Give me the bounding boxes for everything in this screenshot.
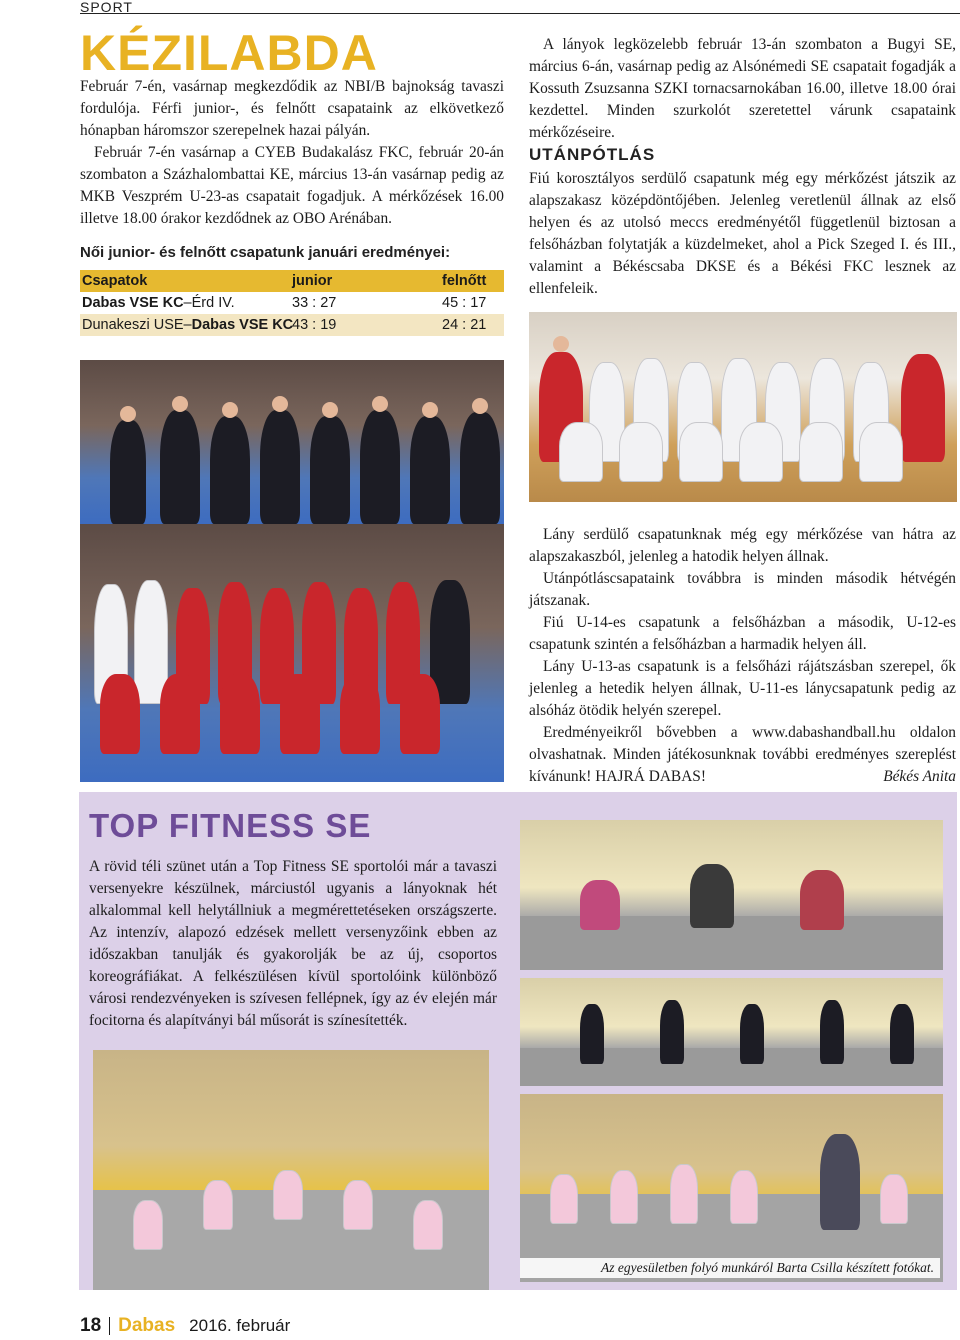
kezilabda-paragraph-2: Február 7-én vasárnap a CYEB Budakalász FKC, február 20-án szombaton a Százhalombattai KE, március 13-án vasárnap pedig az MKB Veszprém U-23-as csapatait fogadjuk. A mérkőzések 16.00 illetve 18.00 órakor kezdődnek az OBO Arénában. <box>80 144 504 227</box>
footer-divider <box>109 1317 110 1335</box>
utanpotlas-column-bottom <box>529 524 956 788</box>
header-junior: junior <box>292 273 333 289</box>
article-title-top-fitness: TOP FITNESS SE <box>89 807 372 844</box>
table-cell-felnott: 24 : 21 <box>442 317 487 333</box>
kezilabda-paragraph-5: Lány serdülő csapatunknak még egy mérkőzése van hátra az alapszakaszból, jelenleg a hatodik helyen állnak. <box>529 526 956 565</box>
photo-fitness-exercise-2 <box>520 978 943 1086</box>
table-cell-team: Dunakeszi USE–Dabas VSE KC <box>82 317 294 333</box>
table-cell-felnott: 45 : 17 <box>442 295 487 311</box>
top-fitness-paragraph-1: A rövid téli szünet után a Top Fitness SE sportolói már a tavaszi versenyekre készülnek, márciustól ugyanis a lányoknak hét alkalommal kell helytállniuk a megmérettetéseken országszerte. Az intenzív, alapozó edzések mellett versenyzőink ebben az időszakban tanulják és gyakorolják be az új, csoportos koreográfiákat. A felkészülésen kívül sportolóink különböző városi rendezvényeken is szívesen fellépnek, így az év elején már focitorna és alapítványi bál műsorát is színesítették. <box>89 858 497 1029</box>
page-footer <box>80 1314 290 1338</box>
photo-girls-team <box>529 312 957 502</box>
kezilabda-paragraph-7: Fiú U-14-es csapatunk a felsőházban a második, U-12-es csapatunk szintén a felsőházban a harmadik helyen áll. <box>529 614 956 653</box>
results-table-header <box>80 270 504 292</box>
kezilabda-paragraph-8: Lány U-13-as csapatunk is a felsőházi rájátszásban szerepel, ők jelenleg a hetedik helyen állnak, U-11-es lánycsapatunk pedig az alsóház ötödik helyén szerepel. <box>529 658 956 719</box>
subheading-utanpotlas: UTÁNPÓTLÁS <box>529 145 656 164</box>
article-title-kezilabda: KÉZILABDA <box>80 25 378 81</box>
top-fitness-column <box>89 856 497 1032</box>
photo-fitness-exercise-1 <box>520 820 943 970</box>
page-number: 18 <box>80 1315 102 1336</box>
photo-fitness-kids-1 <box>93 1050 489 1290</box>
table-cell-team: Dabas VSE KC–Érd IV. <box>82 295 235 311</box>
kezilabda-paragraph-1: Február 7-én, vasárnap megkezdődik az NBI/B bajnokság tavaszi fordulója. Férfi junior-, és felnőtt csapataink az elkövetkező hónapban háromszor szerepelnek hazai pályán. <box>80 78 504 139</box>
section-label: SPORT <box>80 0 960 14</box>
photo-fitness-kids-2 <box>520 1094 943 1282</box>
kezilabda-right-column <box>529 34 956 144</box>
kezilabda-paragraph-6: Utánpótláscsapataink továbbra is minden második hétvégén játszanak. <box>529 570 956 609</box>
table-cell-junior: 43 : 19 <box>292 317 337 333</box>
photo-mens-team <box>80 360 504 524</box>
kezilabda-paragraph-9: Eredményeikről bővebben a www.dabashandball.hu oldalon olvashatnak. Minden játékosunknak további eredményes szereplést kívánunk! HAJRÁ DABAS! Békés Anita <box>529 722 956 788</box>
article-author: Békés Anita <box>883 768 956 785</box>
kezilabda-left-column <box>80 76 504 230</box>
results-table-title: Női junior- és felnőtt csapatunk januári eredményei: <box>80 244 451 261</box>
table-cell-junior: 33 : 27 <box>292 295 337 311</box>
kezilabda-paragraph-3: A lányok legközelebb február 13-án szombaton a Bugyi SE, március 6-án, vasárnap pedig az Alsónémedi SE csapatait fogadják a Kossuth Zsuzsanna SZKI tornacsarnokában 16.00, illetve 18.00 órai kezdettel. Minden szurkolót szeretettel várunk csapataink mérkőzéseire. <box>529 36 956 141</box>
photo-caption: Az egyesületben folyó munkáról Barta Csilla készített fotókat. <box>520 1258 940 1278</box>
results-table <box>80 270 504 336</box>
photo-womens-team <box>80 524 504 782</box>
header-teams: Csapatok <box>82 273 148 289</box>
publication-name: Dabas <box>118 1315 176 1336</box>
issue-date: 2016. február <box>189 1316 291 1335</box>
utanpotlas-column-top <box>529 168 956 300</box>
header-felnott: felnőtt <box>442 273 487 289</box>
table-row <box>80 314 504 336</box>
table-row <box>80 292 504 314</box>
kezilabda-paragraph-4: Fiú korosztályos serdülő csapatunk még egy mérkőzést játszik az alapszakasz középdöntőjében. Jelenleg veretlenül állnak az első helyen és az utolsó meccs eredményétől függetlenül biztosan a felsőházban folytatják a küzdelmeket, ahol a Pick Szeged I. és III., valamint a Békéscsaba DKSE és a Békési FKC lesznek az ellenfeleik. <box>529 170 956 297</box>
